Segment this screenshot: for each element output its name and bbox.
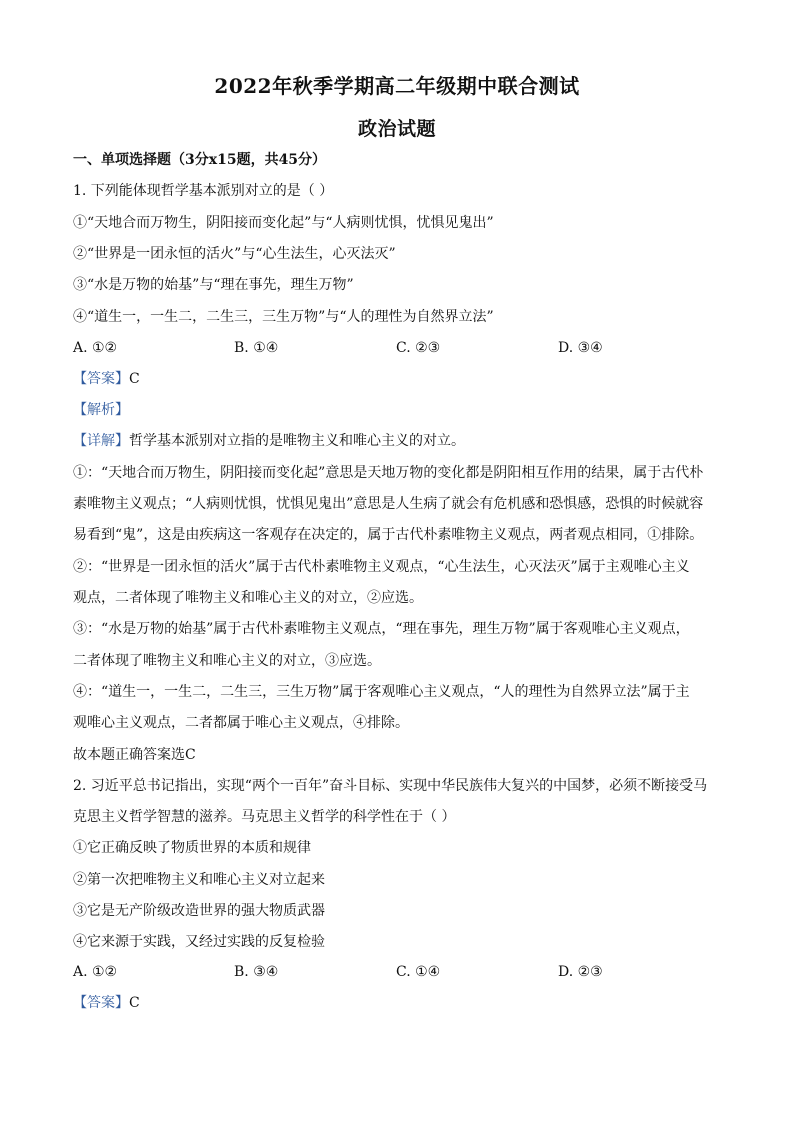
q2-answer-value: C [129, 995, 140, 1011]
q1-detail-label: 【详解】 [73, 433, 129, 449]
q2-item-2: ②第一次把唯物主义和唯心主义对立起来 [73, 872, 325, 888]
q1-item-3: ③“水是万物的始基”与“理在事先，理生万物” [73, 277, 354, 293]
q1-detail-line: ①：“天地合而万物生，阴阳接而变化起”意思是天地万物的变化都是阴阳相互作用的结果，属于古代朴 [73, 465, 704, 481]
q1-item-2: ②“世界是一团永恒的活火”与“心生法生，心灭法灭” [73, 246, 396, 262]
q2-stem-line-1: 2. 习近平总书记指出，实现“两个一百年”奋斗目标、实现中华民族伟大复兴的中国梦，必须不断接受马 [73, 778, 708, 794]
q1-stem: 1. 下列能体现哲学基本派别对立的是（ ） [73, 183, 334, 199]
section-heading: 一、单项选择题（3分x15题，共45分） [73, 152, 327, 168]
q1-detail-line: 易看到“鬼”，这是由疾病这一客观存在决定的，属于古代朴素唯物主义观点，两者观点相同，①排除。 [73, 527, 704, 543]
q1-answer-label: 【答案】 [73, 371, 129, 387]
document-subtitle: 政治试题 [357, 118, 436, 140]
q1-answer-value: C [129, 371, 140, 387]
q1-answer [73, 369, 723, 389]
q2-option-d: D. ②③ [558, 964, 603, 980]
q1-detail-line: 素唯物主义观点；“人病则忧惧，忧惧见鬼出”意思是人生病了就会有危机感和恐惧感，恐惧的时候就容 [73, 496, 704, 512]
q1-detail-line [73, 431, 723, 451]
q1-conclusion: 故本题正确答案选C [73, 747, 196, 763]
q1-item-4: ④“道生一，一生二，二生三，三生万物”与“人的理性为自然界立法” [73, 309, 494, 325]
q1-detail-line: ④：“道生一，一生二，二生三，三生万物”属于客观唯心主义观点，“人的理性为自然界立法”属于主 [73, 684, 690, 700]
q2-option-b: B. ③④ [234, 964, 279, 980]
q1-option-a: A. ①② [73, 340, 118, 356]
q1-detail-line: 二者体现了唯物主义和唯心主义的对立，③应选。 [73, 653, 381, 669]
q1-item-1: ①“天地合而万物生，阴阳接而变化起”与“人病则忧惧，忧惧见鬼出” [73, 215, 494, 231]
q1-analysis-label: 【解析】 [73, 402, 129, 418]
document-title: 2022年秋季学期高二年级期中联合测试 [214, 74, 580, 98]
q2-item-1: ①它正确反映了物质世界的本质和规律 [73, 840, 311, 856]
q2-stem-line-2: 克思主义哲学智慧的滋养。马克思主义哲学的科学性在于（ ） [73, 809, 456, 825]
q1-detail-line: ③：“水是万物的始基”属于古代朴素唯物主义观点，“理在事先，理生万物”属于客观唯心主义观点， [73, 621, 690, 637]
q1-option-d: D. ③④ [558, 340, 603, 356]
q2-answer-label: 【答案】 [73, 995, 129, 1011]
q1-detail-line: 观点，二者体现了唯物主义和唯心主义的对立，②应选。 [73, 590, 423, 606]
q2-item-4: ④它来源于实践，又经过实践的反复检验 [73, 934, 325, 950]
q1-option-c: C. ②③ [396, 340, 441, 356]
q2-answer [73, 993, 723, 1013]
q2-option-a: A. ①② [73, 964, 118, 980]
q2-option-c: C. ①④ [396, 964, 441, 980]
q1-detail-text: 哲学基本派别对立指的是唯物主义和唯心主义的对立。 [129, 433, 465, 449]
q1-option-b: B. ①④ [234, 340, 279, 356]
q1-detail-line: 观唯心主义观点，二者都属于唯心主义观点，④排除。 [73, 715, 409, 731]
q2-item-3: ③它是无产阶级改造世界的强大物质武器 [73, 903, 325, 919]
q1-detail-line: ②：“世界是一团永恒的活火”属于古代朴素唯物主义观点，“心生法生，心灭法灭”属于主观唯心主义 [73, 559, 690, 575]
